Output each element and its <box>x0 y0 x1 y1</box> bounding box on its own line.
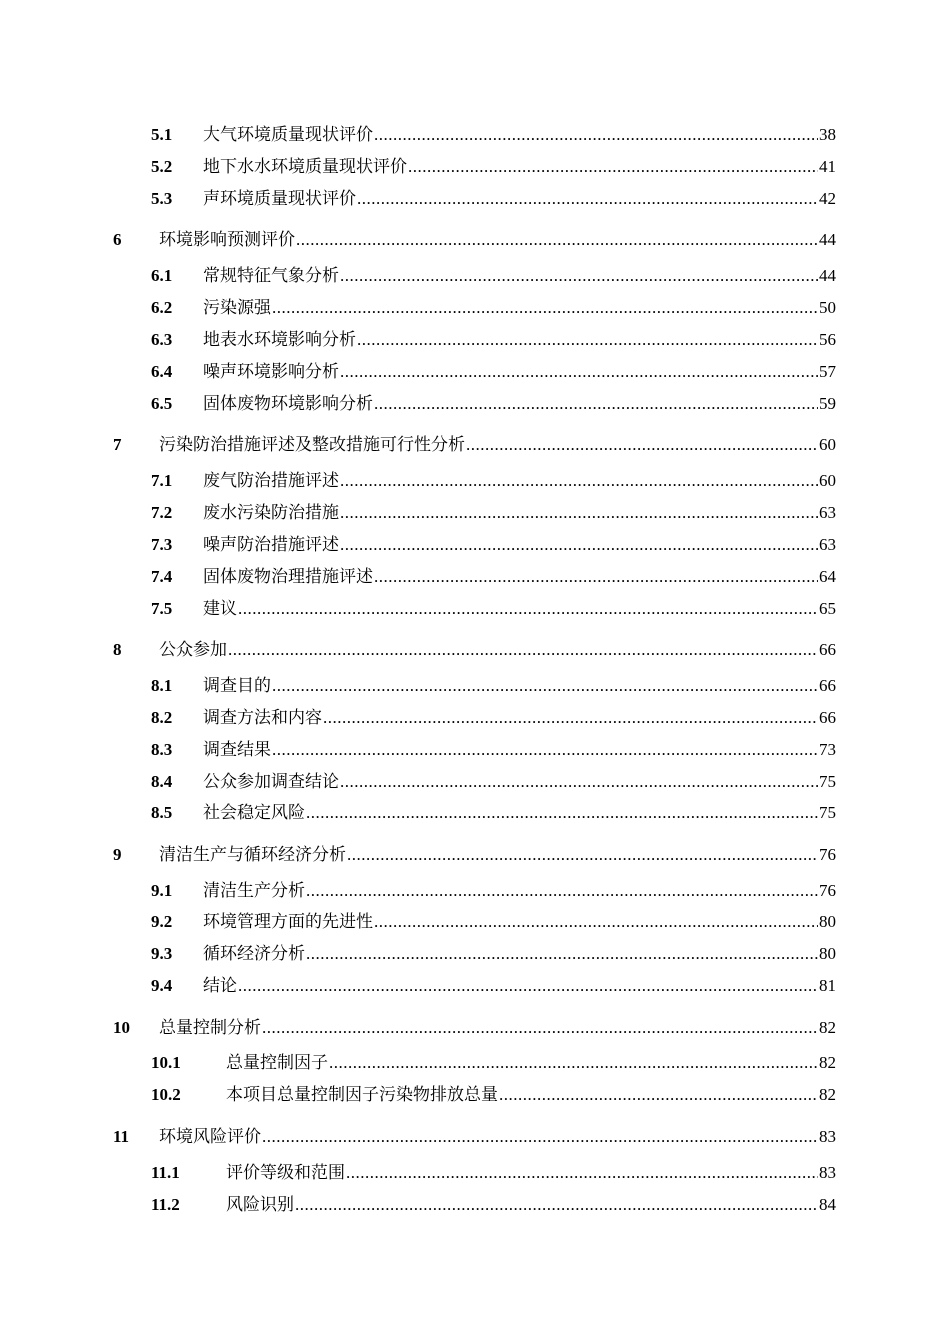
toc-entry-number: 6.3 <box>151 330 173 349</box>
toc-chapter-entry[interactable] <box>113 1016 836 1040</box>
toc-entry-number: 7.4 <box>151 567 173 586</box>
toc-dot-leader <box>374 910 818 934</box>
toc-dot-leader <box>272 296 818 320</box>
toc-entry[interactable] <box>151 1161 836 1185</box>
toc-entry-page: 84 <box>819 1195 836 1214</box>
toc-entry-page: 66 <box>819 708 836 727</box>
toc-entry-title: 固体废物治理措施评述 <box>203 567 373 587</box>
toc-entry-number: 8.5 <box>151 803 173 822</box>
toc-entry-page: 63 <box>819 503 836 522</box>
toc-entry[interactable] <box>151 597 836 621</box>
toc-entry-title: 评价等级和范围 <box>226 1163 345 1183</box>
toc-dot-leader <box>323 706 818 730</box>
toc-entry[interactable] <box>151 501 836 525</box>
toc-dot-leader <box>272 738 818 762</box>
toc-entry-title: 环境影响预测评价 <box>159 230 295 250</box>
toc-entry-title: 建议 <box>203 599 237 619</box>
toc-entry-number: 11 <box>113 1127 130 1146</box>
toc-entry-title: 污染防治措施评述及整改措施可行性分析 <box>159 435 465 455</box>
toc-dot-leader <box>295 1193 818 1217</box>
toc-entry-number: 9 <box>113 845 122 864</box>
toc-entry-title: 社会稳定风险 <box>203 803 305 823</box>
toc-chapter-entry[interactable] <box>113 228 836 252</box>
toc-entry-page: 82 <box>819 1085 836 1104</box>
toc-entry-title: 公众参加调查结论 <box>203 772 339 792</box>
toc-entry-title: 地下水水环境质量现状评价 <box>203 157 407 177</box>
toc-entry-page: 44 <box>819 230 836 249</box>
toc-entry-number: 5.2 <box>151 157 173 176</box>
toc-dot-leader <box>374 565 818 589</box>
toc-entry[interactable] <box>151 360 836 384</box>
toc-dot-leader <box>340 533 818 557</box>
toc-entry-number: 6.1 <box>151 266 173 285</box>
toc-entry-title: 清洁生产分析 <box>203 881 305 901</box>
toc-entry-page: 82 <box>819 1018 836 1037</box>
toc-entry-number: 8.2 <box>151 708 173 727</box>
toc-dot-leader <box>374 392 818 416</box>
toc-entry-page: 75 <box>819 803 836 822</box>
toc-entry-title: 声环境质量现状评价 <box>203 189 356 209</box>
toc-entry[interactable] <box>151 910 836 934</box>
toc-entry-title: 调查结果 <box>203 740 271 760</box>
toc-dot-leader <box>262 1016 818 1040</box>
toc-entry[interactable] <box>151 469 836 493</box>
toc-dot-leader <box>347 843 818 867</box>
toc-entry[interactable] <box>151 123 836 147</box>
toc-entry-number: 6.4 <box>151 362 173 381</box>
toc-entry[interactable] <box>151 296 836 320</box>
toc-entry-title: 固体废物环境影响分析 <box>203 394 373 414</box>
toc-chapter-entry[interactable] <box>113 638 836 662</box>
toc-dot-leader <box>306 942 818 966</box>
toc-entry-title: 公众参加 <box>159 640 227 660</box>
toc-entry[interactable] <box>151 706 836 730</box>
toc-dot-leader <box>374 123 818 147</box>
toc-entry[interactable] <box>151 801 836 825</box>
toc-entry-page: 60 <box>819 471 836 490</box>
toc-entry-page: 80 <box>819 912 836 931</box>
toc-entry[interactable] <box>151 187 836 211</box>
toc-entry-number: 8.3 <box>151 740 173 759</box>
toc-entry-number: 6 <box>113 230 122 249</box>
toc-entry-number: 7.5 <box>151 599 173 618</box>
toc-entry-title: 大气环境质量现状评价 <box>203 125 373 145</box>
toc-dot-leader <box>340 770 818 794</box>
toc-dot-leader <box>238 974 818 998</box>
toc-entry-title: 本项目总量控制因子污染物排放总量 <box>226 1085 498 1105</box>
toc-entry[interactable] <box>151 565 836 589</box>
toc-dot-leader <box>340 501 818 525</box>
toc-dot-leader <box>340 264 818 288</box>
toc-dot-leader <box>340 469 818 493</box>
toc-entry-number: 7 <box>113 435 122 454</box>
toc-entry-number: 9.4 <box>151 976 173 995</box>
toc-entry-number: 9.2 <box>151 912 173 931</box>
toc-entry-number: 7.2 <box>151 503 173 522</box>
toc-dot-leader <box>306 879 818 903</box>
toc-entry-title: 清洁生产与循环经济分析 <box>159 845 346 865</box>
toc-entry-page: 80 <box>819 944 836 963</box>
toc-entry-page: 82 <box>819 1053 836 1072</box>
toc-entry-number: 11.1 <box>151 1163 180 1182</box>
toc-dot-leader <box>340 360 818 384</box>
toc-entry-page: 83 <box>819 1127 836 1146</box>
toc-entry-page: 59 <box>819 394 836 413</box>
toc-entry-page: 75 <box>819 772 836 791</box>
toc-entry-number: 8.1 <box>151 676 173 695</box>
toc-entry-title: 总量控制因子 <box>226 1053 328 1073</box>
toc-entry-number: 8 <box>113 640 122 659</box>
toc-entry[interactable] <box>151 1051 836 1075</box>
toc-dot-leader <box>329 1051 818 1075</box>
toc-entry-number: 11.2 <box>151 1195 180 1214</box>
toc-dot-leader <box>228 638 818 662</box>
toc-entry-number: 10.1 <box>151 1053 181 1072</box>
toc-entry-page: 81 <box>819 976 836 995</box>
toc-entry[interactable] <box>151 674 836 698</box>
toc-entry-number: 6.5 <box>151 394 173 413</box>
toc-entry-number: 10 <box>113 1018 130 1037</box>
toc-entry-title: 结论 <box>203 976 237 996</box>
toc-entry-page: 76 <box>819 845 836 864</box>
toc-entry-title: 废水污染防治措施 <box>203 503 339 523</box>
toc-chapter-entry[interactable] <box>113 1125 836 1149</box>
toc-entry-title: 环境风险评价 <box>159 1127 261 1147</box>
toc-entry-title: 常规特征气象分析 <box>203 266 339 286</box>
toc-entry-title: 总量控制分析 <box>159 1018 261 1038</box>
toc-dot-leader <box>238 597 818 621</box>
toc-entry-page: 41 <box>819 157 836 176</box>
toc-entry-title: 噪声防治措施评述 <box>203 535 339 555</box>
toc-entry-page: 66 <box>819 640 836 659</box>
toc-entry-title: 调查目的 <box>203 676 271 696</box>
toc-entry[interactable] <box>151 328 836 352</box>
toc-dot-leader <box>499 1083 818 1107</box>
toc-entry-number: 8.4 <box>151 772 173 791</box>
toc-dot-leader <box>466 433 818 457</box>
toc-entry-number: 6.2 <box>151 298 173 317</box>
toc-entry-number: 9.1 <box>151 881 173 900</box>
toc-entry[interactable] <box>151 1083 836 1107</box>
toc-entry-page: 42 <box>819 189 836 208</box>
toc-entry-page: 50 <box>819 298 836 317</box>
toc-entry-page: 44 <box>819 266 836 285</box>
toc-entry-title: 废气防治措施评述 <box>203 471 339 491</box>
toc-entry[interactable] <box>151 1193 836 1217</box>
toc-entry[interactable] <box>151 392 836 416</box>
toc-entry-page: 38 <box>819 125 836 144</box>
toc-entry-title: 风险识别 <box>226 1195 294 1215</box>
toc-entry-number: 7.1 <box>151 471 173 490</box>
toc-dot-leader <box>408 155 818 179</box>
toc-entry-page: 63 <box>819 535 836 554</box>
toc-entry[interactable] <box>151 974 836 998</box>
toc-entry-page: 65 <box>819 599 836 618</box>
toc-entry-title: 调查方法和内容 <box>203 708 322 728</box>
toc-entry[interactable] <box>151 533 836 557</box>
toc-entry-page: 66 <box>819 676 836 695</box>
toc-entry-title: 地表水环境影响分析 <box>203 330 356 350</box>
toc-dot-leader <box>357 328 818 352</box>
toc-dot-leader <box>357 187 818 211</box>
toc-entry-page: 60 <box>819 435 836 454</box>
toc-entry-title: 循环经济分析 <box>203 944 305 964</box>
toc-chapter-entry[interactable] <box>113 433 836 457</box>
toc-entry[interactable] <box>151 770 836 794</box>
toc-entry[interactable] <box>151 942 836 966</box>
toc-entry-number: 7.3 <box>151 535 173 554</box>
toc-entry-number: 10.2 <box>151 1085 181 1104</box>
toc-entry[interactable] <box>151 879 836 903</box>
toc-entry-title: 环境管理方面的先进性 <box>203 912 373 932</box>
toc-entry[interactable] <box>151 738 836 762</box>
toc-entry-number: 9.3 <box>151 944 173 963</box>
toc-entry-number: 5.3 <box>151 189 173 208</box>
toc-dot-leader <box>296 228 818 252</box>
toc-dot-leader <box>306 801 818 825</box>
toc-entry-title: 噪声环境影响分析 <box>203 362 339 382</box>
toc-dot-leader <box>272 674 818 698</box>
toc-entry[interactable] <box>151 264 836 288</box>
toc-dot-leader <box>346 1161 818 1185</box>
toc-entry-number: 5.1 <box>151 125 173 144</box>
toc-entry-page: 57 <box>819 362 836 381</box>
toc-entry-page: 64 <box>819 567 836 586</box>
toc-dot-leader <box>262 1125 818 1149</box>
toc-entry-page: 73 <box>819 740 836 759</box>
toc-entry-page: 83 <box>819 1163 836 1182</box>
toc-chapter-entry[interactable] <box>113 843 836 867</box>
toc-entry-page: 56 <box>819 330 836 349</box>
toc-entry-title: 污染源强 <box>203 298 271 318</box>
toc-entry[interactable] <box>151 155 836 179</box>
toc-entry-page: 76 <box>819 881 836 900</box>
